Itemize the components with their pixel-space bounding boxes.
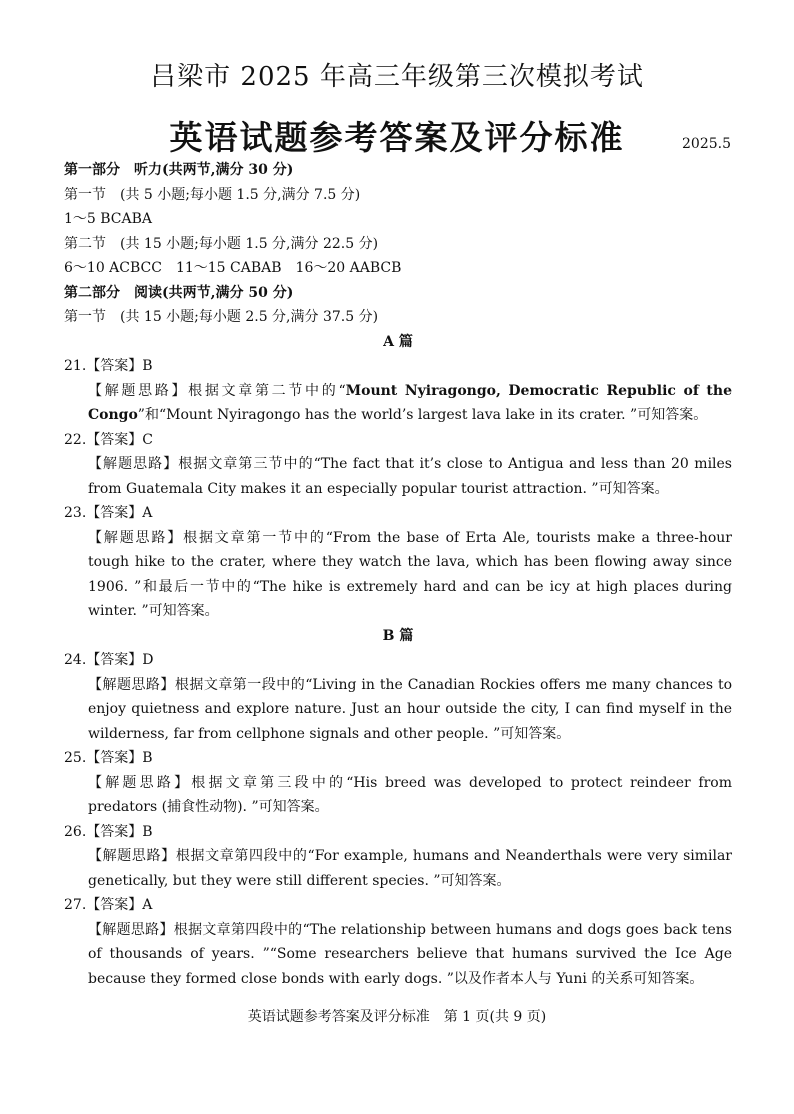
document-title: 英语试题参考答案及评分标准 xyxy=(169,118,625,157)
q27-answer: 27.【答案】A xyxy=(64,897,153,913)
q22-explanation: 【解题思路】根据文章第三节中的“The fact that it’s close to Antigua and less than 20 miles from Guatemala City makes it an especially popular tourist attraction. ”可知答案。 xyxy=(88,456,732,497)
q23-explanation: 【解题思路】根据文章第一节中的“From the base of Erta Ale, tourists make a three-hour tough hike to the crater, where they watch the lava, which has been flowing away since 1906. ”和最后一节中的“The hike is extremely hard and can be icy at high places during winter. ”可知答案。 xyxy=(88,529,732,619)
part1-section1: 第一节 (共 5 小题;每小题 1.5 分,满分 7.5 分) xyxy=(64,186,361,203)
part1-heading: 第一部分 听力(共两节,满分 30 分) xyxy=(64,162,294,178)
q23-answer: 23.【答案】A xyxy=(64,505,153,521)
q21-exp-rest: ”和“Mount Nyiragongo has the world’s largest lava lake in its crater. ”可知答案。 xyxy=(137,407,708,423)
document-body xyxy=(64,158,732,991)
q21-exp-bold: Mount Nyiragongo, Democratic Republic of the Congo xyxy=(88,382,732,423)
q24-answer: 24.【答案】D xyxy=(64,652,154,668)
q26-answer: 26.【答案】B xyxy=(64,823,153,840)
exam-title: 吕梁市 2025 年高三年级第三次模拟考试 xyxy=(150,62,644,92)
passage-a-heading: A 篇 xyxy=(383,333,413,350)
passage-b-heading: B 篇 xyxy=(382,627,414,644)
q22-answer: 22.【答案】C xyxy=(64,431,153,448)
q25-answer: 25.【答案】B xyxy=(64,750,153,766)
part1-answers1: 1～5 BCABA xyxy=(64,211,153,227)
part2-section1: 第一节 (共 15 小题;每小题 2.5 分,满分 37.5 分) xyxy=(64,309,379,325)
q24-explanation: 【解题思路】根据文章第一段中的“Living in the Canadian Rockies offers me many chances to enjoy quietness and explore nature. Just an hour outside the city, I can find myself in the wilderness, far from cellphone signals and other people. ”可知答案。 xyxy=(88,676,732,742)
part2-heading: 第二部分 阅读(共两节,满分 50 分) xyxy=(64,284,294,301)
q21-answer: 21.【答案】B xyxy=(64,358,153,374)
q21-explanation xyxy=(64,379,732,428)
page-footer: 英语试题参考答案及评分标准 第 1 页(共 9 页) xyxy=(247,1009,547,1025)
part1-answers2: 6～10 ACBCC 11～15 CABAB 16～20 AABCB xyxy=(64,260,402,276)
part1-section2: 第二节 (共 15 小题;每小题 1.5 分,满分 22.5 分) xyxy=(64,235,379,252)
q26-explanation: 【解题思路】根据文章第四段中的“For example, humans and Neanderthals were very similar genetically, but they were still different species. ”可知答案。 xyxy=(88,848,732,889)
document-date: 2025.5 xyxy=(682,136,731,152)
q21-exp-prefix: 【解题思路】根据文章第二节中的“ xyxy=(88,382,346,399)
q25-explanation: 【解题思路】根据文章第三段中的“His breed was developed to protect reindeer from predators (捕食性动物). ”可知答案。 xyxy=(88,774,732,815)
q27-explanation: 【解题思路】根据文章第四段中的“The relationship between humans and dogs goes back tens of thousands of years. ”“Some researchers believe that humans survived the Ice Age because they formed close bonds with early dogs. ”以及作者本人与 Yuni 的关系可知答案。 xyxy=(88,921,732,987)
